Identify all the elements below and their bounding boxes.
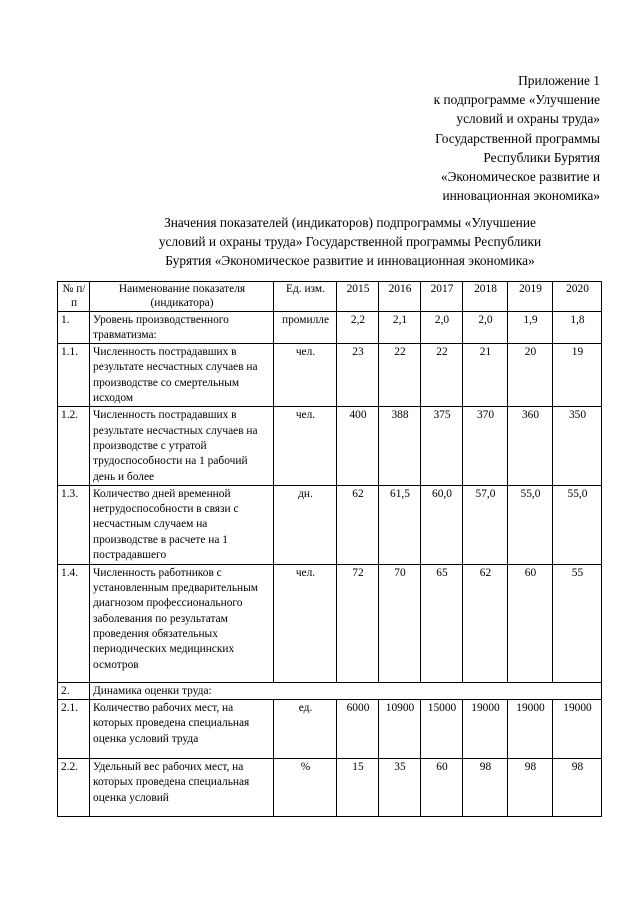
value-cell: 60: [421, 759, 463, 817]
header-name: Наименование показателя (индикатора): [90, 282, 274, 312]
value-cell: 22: [421, 344, 463, 407]
value-cell: 375: [421, 407, 463, 485]
value-cell: 360: [508, 407, 553, 485]
value-cell: 55,0: [508, 485, 553, 564]
value-cell: 98: [463, 759, 508, 817]
appendix-heading: [340, 71, 600, 205]
table-section-row: [58, 682, 602, 699]
value-cell: 1,9: [508, 311, 553, 344]
value-cell: 15: [337, 759, 379, 817]
value-cell: 70: [379, 564, 421, 682]
appendix-line: Республики Бурятия: [483, 149, 600, 165]
value-cell: 350: [553, 407, 602, 485]
row-number: 1.4.: [58, 564, 90, 682]
value-cell: 19000: [553, 700, 602, 759]
value-cell: 61,5: [379, 485, 421, 564]
unit-cell: ед.: [274, 700, 337, 759]
row-number: 1.3.: [58, 485, 90, 564]
unit-cell: чел.: [274, 407, 337, 485]
unit-cell: %: [274, 759, 337, 817]
value-cell: 57,0: [463, 485, 508, 564]
row-number: 2.1.: [58, 700, 90, 759]
table-row: [58, 344, 602, 407]
unit-cell: дн.: [274, 485, 337, 564]
header-unit: Ед. изм.: [274, 282, 337, 312]
unit-cell: чел.: [274, 564, 337, 682]
row-number: 1.2.: [58, 407, 90, 485]
value-cell: 1,8: [553, 311, 602, 344]
value-cell: 98: [553, 759, 602, 817]
appendix-line: «Экономическое развитие и: [440, 169, 600, 185]
value-cell: 55: [553, 564, 602, 682]
value-cell: 6000: [337, 700, 379, 759]
header-year: 2015: [337, 282, 379, 312]
appendix-line: Государственной программы: [435, 130, 600, 146]
value-cell: 60: [508, 564, 553, 682]
unit-cell: промилле: [274, 311, 337, 344]
document-title: [100, 213, 600, 271]
header-year: 2020: [553, 282, 602, 312]
header-year: 2017: [421, 282, 463, 312]
value-cell: 19000: [463, 700, 508, 759]
table-row: [58, 700, 602, 759]
appendix-line: к подпрограмме «Улучшение: [433, 92, 600, 108]
row-number: 2.2.: [58, 759, 90, 817]
indicator-name: Удельный вес рабочих мест, на которых проведена специальная оценка условий: [90, 759, 274, 817]
value-cell: 19000: [508, 700, 553, 759]
value-cell: 388: [379, 407, 421, 485]
value-cell: 60,0: [421, 485, 463, 564]
value-cell: 20: [508, 344, 553, 407]
row-number: 1.: [58, 311, 90, 344]
row-number: 1.1.: [58, 344, 90, 407]
title-line: Значения показателей (индикаторов) подпрограммы «Улучшение: [164, 215, 536, 230]
table-row: [58, 564, 602, 682]
appendix-line: инновационная экономика»: [442, 188, 600, 204]
value-cell: 98: [508, 759, 553, 817]
table-row: [58, 407, 602, 485]
title-line: условий и охраны труда» Государственной программы Республики: [158, 234, 542, 250]
value-cell: 23: [337, 344, 379, 407]
value-cell: 62: [463, 564, 508, 682]
indicator-name: Уровень производственного травматизма:: [90, 311, 274, 344]
value-cell: 400: [337, 407, 379, 485]
appendix-line: Приложение 1: [518, 73, 600, 88]
value-cell: 55,0: [553, 485, 602, 564]
header-num: № п/п: [58, 282, 90, 312]
value-cell: 72: [337, 564, 379, 682]
value-cell: 15000: [421, 700, 463, 759]
title-line: Бурятия «Экономическое развитие и инновационная экономика»: [165, 253, 535, 269]
value-cell: 2,0: [421, 311, 463, 344]
header-year: 2016: [379, 282, 421, 312]
header-year: 2018: [463, 282, 508, 312]
indicator-name: Количество дней временной нетрудоспособности в связи с несчастным случаем на производстве в расчете на 1 пострадавшего: [90, 485, 274, 564]
indicators-table: [57, 281, 602, 817]
value-cell: 2,0: [463, 311, 508, 344]
unit-cell: чел.: [274, 344, 337, 407]
table-row: [58, 485, 602, 564]
row-number: 2.: [58, 682, 90, 699]
section-title: Динамика оценки труда:: [90, 682, 602, 699]
value-cell: 22: [379, 344, 421, 407]
appendix-line: условий и охраны труда»: [456, 111, 600, 127]
value-cell: 2,2: [337, 311, 379, 344]
indicator-name: Количество рабочих мест, на которых проведена специальная оценка условий труда: [90, 700, 274, 759]
indicator-name: Численность работников с установленным предварительным диагнозом профессионального заболевания по результатам проведения обязательных периодических медицинских осмотров: [90, 564, 274, 682]
table-row: [58, 311, 602, 344]
table-header-row: [58, 282, 602, 312]
value-cell: 21: [463, 344, 508, 407]
indicator-name: Численность пострадавших в результате несчастных случаев на производстве со смертельным исходом: [90, 344, 274, 407]
value-cell: 65: [421, 564, 463, 682]
value-cell: 35: [379, 759, 421, 817]
value-cell: 62: [337, 485, 379, 564]
value-cell: 19: [553, 344, 602, 407]
value-cell: 10900: [379, 700, 421, 759]
header-year: 2019: [508, 282, 553, 312]
value-cell: 370: [463, 407, 508, 485]
value-cell: 2,1: [379, 311, 421, 344]
table-row: [58, 759, 602, 817]
indicator-name: Численность пострадавших в результате несчастных случаев на производстве с утратой трудоспособности на 1 рабочий день и более: [90, 407, 274, 485]
